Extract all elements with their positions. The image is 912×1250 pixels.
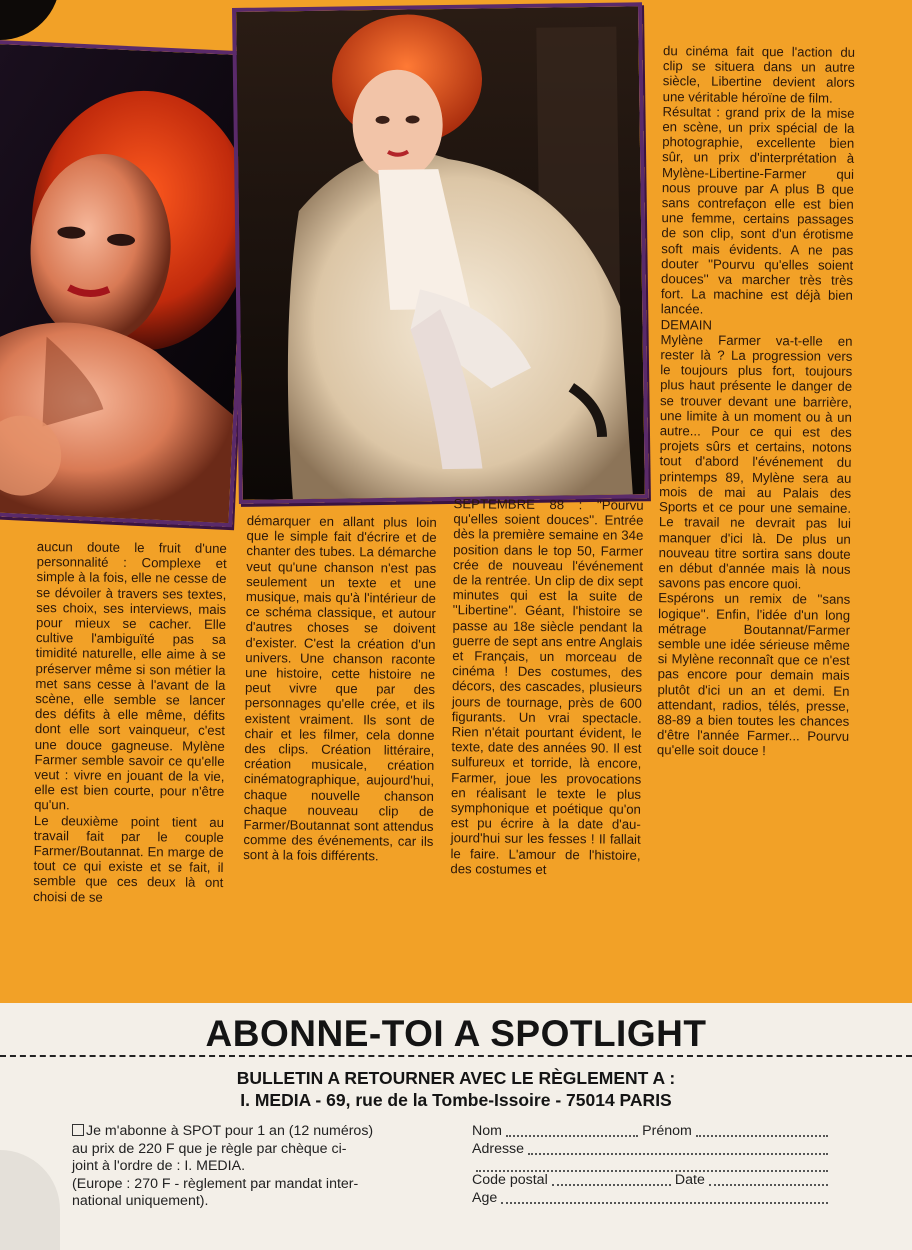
form-row-address-2 — [472, 1158, 832, 1172]
code-postal-field[interactable] — [552, 1172, 671, 1186]
adresse-field[interactable] — [528, 1141, 828, 1155]
adresse-field-2[interactable] — [476, 1158, 828, 1172]
subscription-coupon — [0, 1003, 912, 1250]
portrait-photo — [0, 40, 254, 527]
date-label: Date — [674, 1172, 705, 1188]
bulletin-line: BULLETIN A RETOURNER AVEC LE RÈGLEMENT A : — [236, 1068, 676, 1088]
subscription-offer — [72, 1123, 432, 1211]
article-column-4 — [657, 43, 855, 759]
form-row-age — [472, 1190, 832, 1208]
prenom-field[interactable] — [696, 1123, 828, 1137]
offer-line — [72, 1123, 432, 1141]
offer-line: (Europe : 270 F - règlement par mandat inter- — [72, 1175, 359, 1192]
article-text: démarquer en allant plus loin que le simple fait d'écrire et de chanter des tubes. La démarche veut qu'une chanson n'est pas seulement un texte et une musique, mais qu'à l'intérieur de ce schéma classique, et autour d'autres choses se doivent d'exister. C'est la création d'un univers. Une chanson raconte une histoire, cette histoire ne peut vivre que par des personnages qu'elle crée, et ils existent vraiment. Ils sont de chair et les filmer, cela donne des clips. Création littéraire, création musicale, création cinématographique, aujourd'hui, chaque nouvelle chanson chaque nouveau clip de Farmer/Boutannat sont attendus comme des événements, car ils sont à la fois différents. — [243, 513, 437, 864]
age-field[interactable] — [501, 1190, 828, 1204]
nom-field[interactable] — [506, 1123, 638, 1137]
article-column-3 — [450, 496, 643, 878]
offer-text: Je m'abonne à SPOT pour 1 an (12 numéros) — [86, 1123, 374, 1139]
form-row-name — [472, 1123, 832, 1141]
article-column-2 — [243, 513, 437, 865]
code-postal-label: Code postal — [472, 1172, 548, 1188]
prenom-label: Prénom — [642, 1123, 692, 1139]
article-column-1 — [33, 539, 227, 906]
cut-line — [0, 1055, 912, 1057]
nom-label: Nom — [472, 1123, 502, 1139]
offer-line: au prix de 220 F que je règle par chèque ci- — [72, 1140, 347, 1157]
return-address — [0, 1067, 912, 1111]
fur-coat-photo-icon — [236, 6, 645, 500]
offer-line: joint à l'ordre de : I. MEDIA. — [72, 1158, 246, 1174]
article-text: du cinéma fait que l'action du clip se situera dans un autre siècle, Libertine devient alors une véritable héroïne de film. Résultat : grand prix de la mise en scène, un prix spécial de la photographie, excellente bien sûr, un prix d'interprétation à Mylène-Libertine-Farmer qui nous prouve par A plus B que sans contrefaçon elle est bien une femme, certains passages de son clip, sont d'un érotisme soft mais évidents. A ne pas douter ''Pourvu qu'elles soient douces'' va marcher très très fort. La machine est déjà bien lancée. — [660, 43, 856, 317]
article-text: SEPTEMBRE 88 : ''Pourvu qu'elles soient douces''. Entrée dès la première semaine en 34e position dans le top 50, Farmer crée de nouveau l'événement de la rentrée. Un clip de dix sept minutes qui est la suite de ''Libertine''. Géant, l'histoire se passe au 18e siècle pendant la guerre de sept ans entre Anglais et Français, un morceau de cinéma ! Des costumes, des décors, des cascades, plusieurs jours de tournage, près de 600 figurants. Un vrai spectacle. Rien n'était pourtant évident, le texte, date des années 90. Il est sulfureux et torride, là encore, Farmer, joue les provocations en réalisant le texte le plus symphonique et poétique qu'on est pu écrire à la date d'au-jourd'hui sur les fesses ! Il fallait le faire. L'amour de l'histoire, des costumes et — [450, 496, 644, 877]
date-field[interactable] — [709, 1172, 828, 1186]
corner-blot — [0, 0, 60, 40]
portrait-photo-icon — [0, 44, 250, 523]
subscribe-checkbox[interactable] — [72, 1124, 84, 1136]
fur-coat-photo — [232, 2, 649, 504]
offer-line: national uniquement). — [72, 1193, 209, 1209]
subscription-form — [472, 1123, 832, 1207]
bulletin-address: I. MEDIA - 69, rue de la Tombe-Issoire - 75014 PARIS — [240, 1090, 672, 1110]
form-row-address — [472, 1141, 832, 1159]
form-row-postal — [472, 1172, 832, 1190]
coupon-title: ABONNE-TOI A SPOTLIGHT — [205, 1013, 707, 1054]
adresse-label: Adresse — [472, 1140, 525, 1157]
article-text: Mylène Farmer va-t-elle en rester là ? La progression vers le toujours plus fort, toujours plus haut présente le danger de se trouver devant une barrière, une limite à un moment ou à un autre... Pour ce qui est des projets sûrs et certains, notons tout d'abord l'événement du printemps 89, Mylène sera au mois de mai au Palais des Sports et ce pour une semaine. Le travail ne devrait pas lui manquer d'ici là. De plus un nouveau titre sortira sans doute en début d'année mais là nous savons pas encore quoi. Espérons un remix de ''sans logique''. Enfin, l'idée d'un long métrage Boutannat/Farmer semble une idée sérieuse même si Mylène reconnaît que ce n'est pas encore pour demain mais plutôt d'ici un an et demi. En attendant, radios, télés, presse, 88-89 a bien toutes les chances d'être l'année Farmer... Pourvu qu'elle soit douce ! — [656, 332, 853, 759]
article-text: aucun doute le fruit d'une personnalité : Complexe et simple à la fois, elle ne cesse de se dévoiler à travers ses textes, ses choix, ses interviews, mais pour mieux se cacher. Elle cultive l'ambiguïté pas sa timidité naturelle, elle aime à se préserver même si son métier la met sans cesse à l'avant de la scène, elle semble se lancer des défits à elle même, défits dont elle sort vainqueur, c'est une douce gagneuse. Mylène Farmer semble savoir ce qu'elle veut : vivre en jouant de la vie, elle est bien courte, pour n'être qu'un. Le deuxième point tient au travail fait par le couple Farmer/Boutannat. En marge de tout ce qui existe et se fait, il semble que ces deux là ont choisi de se — [33, 539, 227, 905]
section-heading: DEMAIN — [660, 316, 713, 333]
age-label: Age — [472, 1189, 498, 1206]
